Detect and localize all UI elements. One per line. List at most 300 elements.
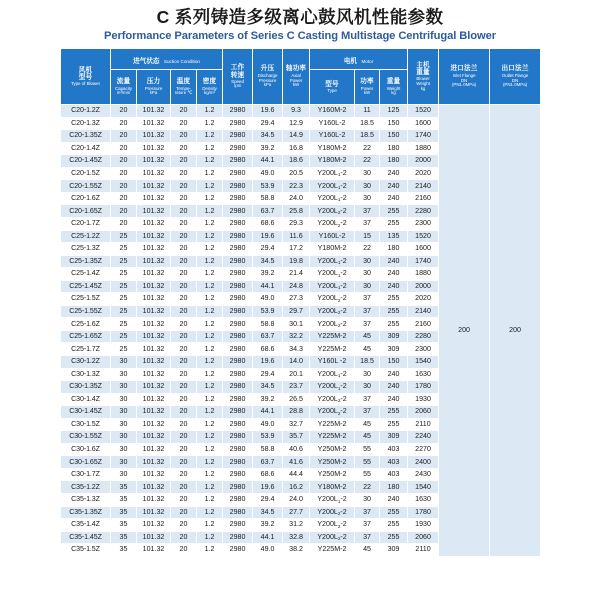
cell-pressure: 101.32 [137, 142, 171, 155]
motor-type-subscript: 2 [337, 310, 341, 316]
cell-motor_type: Y250M-2 [310, 443, 355, 456]
cell-speed: 2980 [223, 481, 253, 494]
cell-model: C35-1.3Z [61, 493, 111, 506]
cell-capacity: 20 [111, 205, 137, 218]
cell-motor_power: 22 [355, 142, 380, 155]
cell-motor_type: $Y200L_1-2$ [310, 381, 355, 394]
cell-axial: 30.1 [283, 318, 310, 331]
cell-axial: 29.7 [283, 305, 310, 318]
cell-density: 1.2 [197, 130, 223, 143]
cell-motor_type: Y225M-2 [310, 330, 355, 343]
cell-temp: 20 [171, 544, 197, 557]
cell-speed: 2980 [223, 130, 253, 143]
cell-capacity: 30 [111, 468, 137, 481]
cell-motor_power: 45 [355, 418, 380, 431]
cell-blower_weight: 1540 [408, 355, 439, 368]
cell-temp: 20 [171, 105, 197, 118]
cell-motor_type: $Y200L_1-2$ [310, 192, 355, 205]
cell-discharge: 58.8 [253, 192, 283, 205]
cell-density: 1.2 [197, 456, 223, 469]
cell-axial: 12.9 [283, 117, 310, 130]
cell-capacity: 30 [111, 456, 137, 469]
cell-pressure: 101.32 [137, 255, 171, 268]
cell-blower_weight: 1520 [408, 230, 439, 243]
cell-speed: 2980 [223, 519, 253, 532]
cell-axial: 22.3 [283, 180, 310, 193]
cell-motor_power: 45 [355, 431, 380, 444]
cell-motor_weight: 180 [380, 481, 408, 494]
cell-model: C20-1.4Z [61, 142, 111, 155]
cell-motor_weight: 309 [380, 343, 408, 356]
motor-type-subscript: 1 [337, 172, 341, 178]
cell-pressure: 101.32 [137, 192, 171, 205]
cell-capacity: 25 [111, 305, 137, 318]
cell-density: 1.2 [197, 343, 223, 356]
cell-pressure: 101.32 [137, 130, 171, 143]
motor-type-subscript: 2 [337, 210, 341, 216]
cell-motor_weight: 255 [380, 217, 408, 230]
cell-pressure: 101.32 [137, 305, 171, 318]
cell-motor_weight: 255 [380, 318, 408, 331]
cell-pressure: 101.32 [137, 381, 171, 394]
cell-discharge: 63.7 [253, 330, 283, 343]
motor-type-subscript: 2 [337, 398, 341, 404]
cell-motor_type: $Y200L_2-2$ [310, 305, 355, 318]
cell-density: 1.2 [197, 443, 223, 456]
motor-type-subscript: 1 [337, 272, 341, 278]
cell-speed: 2980 [223, 167, 253, 180]
cell-speed: 2980 [223, 355, 253, 368]
cell-motor_weight: 255 [380, 293, 408, 306]
cell-speed: 2980 [223, 305, 253, 318]
cell-motor_type: $Y200L_1-2$ [310, 268, 355, 281]
cell-blower_weight: 2060 [408, 406, 439, 419]
cell-motor_weight: 240 [380, 381, 408, 394]
cell-discharge: 29.4 [253, 117, 283, 130]
cell-discharge: 29.4 [253, 368, 283, 381]
cell-temp: 20 [171, 167, 197, 180]
header-suction-density: 密度 Density kg/m³ [197, 70, 223, 105]
cell-motor_type: $Y200L_1-2$ [310, 180, 355, 193]
header-blower-type: 风机 型号 Type of Blower [61, 49, 111, 105]
cell-model: C30-1.65Z [61, 456, 111, 469]
cell-motor_weight: 240 [380, 268, 408, 281]
cell-model: C30-1.5Z [61, 418, 111, 431]
cell-capacity: 30 [111, 406, 137, 419]
header-axial-power: 轴功率 Axial Power kW [283, 49, 310, 105]
cell-blower_weight: 2400 [408, 456, 439, 469]
cell-temp: 20 [171, 330, 197, 343]
cell-motor_weight: 255 [380, 519, 408, 532]
cell-model: C30-1.3Z [61, 368, 111, 381]
cell-discharge: 49.0 [253, 418, 283, 431]
cell-capacity: 20 [111, 105, 137, 118]
cell-axial: 21.4 [283, 268, 310, 281]
cell-motor_power: 30 [355, 268, 380, 281]
cell-motor_power: 30 [355, 167, 380, 180]
cell-model: C35-1.4Z [61, 519, 111, 532]
cell-motor_type: $Y200L_2-2$ [310, 406, 355, 419]
cell-temp: 20 [171, 468, 197, 481]
cell-speed: 2980 [223, 468, 253, 481]
cell-motor_weight: 240 [380, 280, 408, 293]
cell-discharge: 44.1 [253, 406, 283, 419]
cell-discharge: 34.5 [253, 255, 283, 268]
cell-model: C25-1.55Z [61, 305, 111, 318]
cell-motor_type: $Y200L_2-2$ [310, 506, 355, 519]
cell-axial: 14.9 [283, 130, 310, 143]
cell-pressure: 101.32 [137, 230, 171, 243]
cell-pressure: 101.32 [137, 293, 171, 306]
cell-blower_weight: 2110 [408, 418, 439, 431]
cell-blower_weight: 1740 [408, 130, 439, 143]
cell-capacity: 35 [111, 481, 137, 494]
cell-discharge: 58.8 [253, 443, 283, 456]
cell-capacity: 20 [111, 142, 137, 155]
cell-density: 1.2 [197, 368, 223, 381]
cell-motor_type: Y160L-2 [310, 117, 355, 130]
cell-discharge: 58.8 [253, 318, 283, 331]
cell-density: 1.2 [197, 293, 223, 306]
cell-blower_weight: 2020 [408, 293, 439, 306]
cell-motor_weight: 309 [380, 330, 408, 343]
cell-temp: 20 [171, 318, 197, 331]
cell-blower_weight: 2160 [408, 318, 439, 331]
cell-model: C20-1.55Z [61, 180, 111, 193]
cell-discharge: 68.6 [253, 217, 283, 230]
cell-discharge: 49.0 [253, 544, 283, 557]
cell-temp: 20 [171, 393, 197, 406]
cell-discharge: 49.0 [253, 167, 283, 180]
cell-motor_weight: 180 [380, 155, 408, 168]
cell-motor_type: $Y200L_2-2$ [310, 205, 355, 218]
cell-capacity: 35 [111, 531, 137, 544]
cell-density: 1.2 [197, 531, 223, 544]
cell-capacity: 20 [111, 217, 137, 230]
cell-motor_weight: 240 [380, 368, 408, 381]
cell-pressure: 101.32 [137, 318, 171, 331]
cell-speed: 2980 [223, 217, 253, 230]
cell-model: C35-1.35Z [61, 506, 111, 519]
cell-capacity: 20 [111, 192, 137, 205]
cell-pressure: 101.32 [137, 406, 171, 419]
cell-blower_weight: 2240 [408, 431, 439, 444]
cell-capacity: 35 [111, 519, 137, 532]
cell-axial: 27.3 [283, 293, 310, 306]
cell-motor_type: $Y200L_2-2$ [310, 217, 355, 230]
table-body [61, 105, 541, 557]
cell-speed: 2980 [223, 418, 253, 431]
cell-blower_weight: 2110 [408, 544, 439, 557]
cell-axial: 32.7 [283, 418, 310, 431]
cell-motor_type: $Y200L_2-2$ [310, 393, 355, 406]
cell-temp: 20 [171, 230, 197, 243]
cell-temp: 20 [171, 493, 197, 506]
motor-type-subscript: 1 [337, 260, 341, 266]
cell-pressure: 101.32 [137, 531, 171, 544]
cell-speed: 2980 [223, 506, 253, 519]
cell-density: 1.2 [197, 192, 223, 205]
cell-motor_weight: 150 [380, 355, 408, 368]
cell-capacity: 25 [111, 268, 137, 281]
cell-motor_weight: 309 [380, 431, 408, 444]
cell-motor_type: Y250M-2 [310, 456, 355, 469]
cell-speed: 2980 [223, 393, 253, 406]
cell-discharge: 44.1 [253, 155, 283, 168]
cell-density: 1.2 [197, 205, 223, 218]
cell-density: 1.2 [197, 167, 223, 180]
cell-motor_type: $Y200L_1-2$ [310, 493, 355, 506]
cell-discharge: 39.2 [253, 519, 283, 532]
cell-speed: 2980 [223, 268, 253, 281]
header-group-suction-condition: 进气状态 Suction Condition [111, 49, 223, 70]
cell-motor_type: Y225M-2 [310, 431, 355, 444]
cell-speed: 2980 [223, 205, 253, 218]
cell-blower_weight: 2160 [408, 192, 439, 205]
cell-discharge: 53.9 [253, 180, 283, 193]
cell-blower_weight: 2140 [408, 305, 439, 318]
cell-capacity: 30 [111, 431, 137, 444]
cell-temp: 20 [171, 305, 197, 318]
cell-motor_power: 30 [355, 381, 380, 394]
cell-capacity: 20 [111, 155, 137, 168]
motor-type-subscript: 1 [337, 385, 341, 391]
cell-temp: 20 [171, 217, 197, 230]
cell-axial: 31.2 [283, 519, 310, 532]
cell-model: C25-1.35Z [61, 255, 111, 268]
header-outlet-flange: 出口法兰 Outlet Flange DN (PN1.0MPa) [490, 49, 541, 105]
cell-speed: 2980 [223, 406, 253, 419]
cell-pressure: 101.32 [137, 506, 171, 519]
cell-blower_weight: 1520 [408, 105, 439, 118]
cell-motor_type: Y225M-2 [310, 418, 355, 431]
cell-pressure: 101.32 [137, 268, 171, 281]
cell-speed: 2980 [223, 544, 253, 557]
cell-axial: 41.6 [283, 456, 310, 469]
cell-motor_weight: 240 [380, 192, 408, 205]
cell-motor_power: 37 [355, 305, 380, 318]
cell-motor_weight: 125 [380, 105, 408, 118]
page-title-english: Performance Parameters of Series C Casting Multistage Centrifugal Blower [104, 30, 496, 43]
cell-density: 1.2 [197, 305, 223, 318]
cell-axial: 24.0 [283, 192, 310, 205]
cell-blower_weight: 1880 [408, 268, 439, 281]
cell-motor_power: 37 [355, 531, 380, 544]
cell-motor_power: 15 [355, 230, 380, 243]
cell-density: 1.2 [197, 105, 223, 118]
cell-speed: 2980 [223, 343, 253, 356]
cell-axial: 32.2 [283, 330, 310, 343]
cell-capacity: 20 [111, 167, 137, 180]
cell-capacity: 30 [111, 355, 137, 368]
motor-type-subscript: 1 [337, 373, 341, 379]
cell-capacity: 25 [111, 280, 137, 293]
cell-motor_type: $Y200L_2-2$ [310, 531, 355, 544]
header-motor-power: 功率 Power kW [355, 70, 380, 105]
cell-density: 1.2 [197, 393, 223, 406]
cell-motor_type: Y180M-2 [310, 243, 355, 256]
motor-type-subscript: 2 [337, 523, 341, 529]
cell-speed: 2980 [223, 330, 253, 343]
header-row-top [61, 49, 541, 70]
cell-speed: 2980 [223, 456, 253, 469]
cell-pressure: 101.32 [137, 418, 171, 431]
cell-discharge: 29.4 [253, 493, 283, 506]
cell-motor_weight: 255 [380, 305, 408, 318]
cell-motor_type: Y180M-2 [310, 155, 355, 168]
cell-model: C30-1.4Z [61, 393, 111, 406]
cell-temp: 20 [171, 355, 197, 368]
cell-axial: 23.7 [283, 381, 310, 394]
cell-blower_weight: 1630 [408, 368, 439, 381]
cell-temp: 20 [171, 519, 197, 532]
cell-motor_type: Y160L -2 [310, 355, 355, 368]
cell-density: 1.2 [197, 142, 223, 155]
cell-model: C20-1.6Z [61, 192, 111, 205]
cell-speed: 2980 [223, 142, 253, 155]
cell-speed: 2980 [223, 431, 253, 444]
cell-discharge: 63.7 [253, 456, 283, 469]
motor-type-subscript: 2 [337, 222, 341, 228]
cell-capacity: 35 [111, 544, 137, 557]
specification-table-container [0, 48, 600, 557]
cell-axial: 35.7 [283, 431, 310, 444]
cell-density: 1.2 [197, 280, 223, 293]
motor-type-subscript: 2 [337, 511, 341, 517]
cell-axial: 24.8 [283, 280, 310, 293]
cell-speed: 2980 [223, 368, 253, 381]
cell-axial: 40.6 [283, 443, 310, 456]
cell-motor_power: 37 [355, 406, 380, 419]
cell-pressure: 101.32 [137, 393, 171, 406]
cell-discharge: 19.6 [253, 105, 283, 118]
cell-axial: 11.6 [283, 230, 310, 243]
cell-motor_power: 45 [355, 544, 380, 557]
cell-model: C20-1.45Z [61, 155, 111, 168]
cell-axial: 27.7 [283, 506, 310, 519]
cell-density: 1.2 [197, 431, 223, 444]
cell-density: 1.2 [197, 155, 223, 168]
cell-capacity: 25 [111, 255, 137, 268]
cell-axial: 34.3 [283, 343, 310, 356]
header-suction-temperature: 温度 Tempe- rature ℃ [171, 70, 197, 105]
cell-temp: 20 [171, 180, 197, 193]
cell-blower_weight: 1600 [408, 117, 439, 130]
cell-motor_weight: 240 [380, 167, 408, 180]
cell-pressure: 101.32 [137, 456, 171, 469]
cell-motor_weight: 255 [380, 506, 408, 519]
cell-model: C25-1.7Z [61, 343, 111, 356]
cell-pressure: 101.32 [137, 243, 171, 256]
cell-model: C35-1.5Z [61, 544, 111, 557]
cell-blower_weight: 2000 [408, 280, 439, 293]
cell-blower_weight: 2270 [408, 443, 439, 456]
cell-capacity: 25 [111, 243, 137, 256]
cell-model: C25-1.65Z [61, 330, 111, 343]
cell-pressure: 101.32 [137, 330, 171, 343]
cell-temp: 20 [171, 443, 197, 456]
cell-capacity: 30 [111, 418, 137, 431]
cell-pressure: 101.32 [137, 205, 171, 218]
cell-speed: 2980 [223, 117, 253, 130]
header-suction-pressure: 压力 Pressure kPa [137, 70, 171, 105]
cell-motor_power: 37 [355, 293, 380, 306]
page-title-chinese: C 系列铸造多级离心鼓风机性能参数 [156, 7, 444, 27]
table-header [61, 49, 541, 105]
cell-capacity: 30 [111, 381, 137, 394]
cell-axial: 17.2 [283, 243, 310, 256]
cell-motor_power: 22 [355, 155, 380, 168]
cell-model: C25-1.5Z [61, 293, 111, 306]
cell-axial: 38.2 [283, 544, 310, 557]
cell-pressure: 101.32 [137, 343, 171, 356]
cell-motor_type: Y160M-2 [310, 105, 355, 118]
cell-density: 1.2 [197, 355, 223, 368]
cell-capacity: 25 [111, 293, 137, 306]
cell-model: C25-1.6Z [61, 318, 111, 331]
cell-motor_weight: 240 [380, 493, 408, 506]
cell-blower_weight: 1930 [408, 519, 439, 532]
cell-pressure: 101.32 [137, 217, 171, 230]
cell-model: C25-1.2Z [61, 230, 111, 243]
cell-density: 1.2 [197, 217, 223, 230]
cell-motor_weight: 255 [380, 531, 408, 544]
cell-blower_weight: 2280 [408, 330, 439, 343]
cell-temp: 20 [171, 243, 197, 256]
cell-temp: 20 [171, 381, 197, 394]
cell-density: 1.2 [197, 243, 223, 256]
cell-temp: 20 [171, 406, 197, 419]
cell-motor_type: Y160L-2 [310, 230, 355, 243]
motor-type-subscript: 2 [337, 322, 341, 328]
cell-temp: 20 [171, 192, 197, 205]
cell-motor_type: $Y200L_1-2$ [310, 368, 355, 381]
cell-motor_power: 30 [355, 493, 380, 506]
motor-type-subscript: 2 [337, 297, 341, 303]
cell-capacity: 20 [111, 180, 137, 193]
cell-motor_power: 11 [355, 105, 380, 118]
cell-speed: 2980 [223, 531, 253, 544]
cell-pressure: 101.32 [137, 493, 171, 506]
cell-pressure: 101.32 [137, 105, 171, 118]
cell-temp: 20 [171, 531, 197, 544]
cell-density: 1.2 [197, 255, 223, 268]
cell-axial: 24.0 [283, 493, 310, 506]
cell-motor_type: $Y200L_2-2$ [310, 293, 355, 306]
cell-discharge: 68.6 [253, 343, 283, 356]
cell-motor_power: 37 [355, 393, 380, 406]
cell-temp: 20 [171, 456, 197, 469]
cell-speed: 2980 [223, 280, 253, 293]
cell-model: C20-1.7Z [61, 217, 111, 230]
cell-motor_power: 30 [355, 280, 380, 293]
cell-motor_power: 37 [355, 217, 380, 230]
cell-model: C30-1.7Z [61, 468, 111, 481]
header-speed: 工作 转速 Speed rpm [223, 49, 253, 105]
motor-type-subscript: 1 [337, 285, 341, 291]
cell-model: C25-1.3Z [61, 243, 111, 256]
cell-axial: 28.8 [283, 406, 310, 419]
cell-pressure: 101.32 [137, 355, 171, 368]
cell-motor_weight: 403 [380, 468, 408, 481]
cell-density: 1.2 [197, 230, 223, 243]
cell-blower_weight: 2300 [408, 343, 439, 356]
cell-model: C35-1.45Z [61, 531, 111, 544]
cell-inlet-flange: 200 [439, 105, 490, 557]
cell-axial: 26.5 [283, 393, 310, 406]
cell-motor_type: $Y200L_2-2$ [310, 519, 355, 532]
cell-discharge: 44.1 [253, 280, 283, 293]
